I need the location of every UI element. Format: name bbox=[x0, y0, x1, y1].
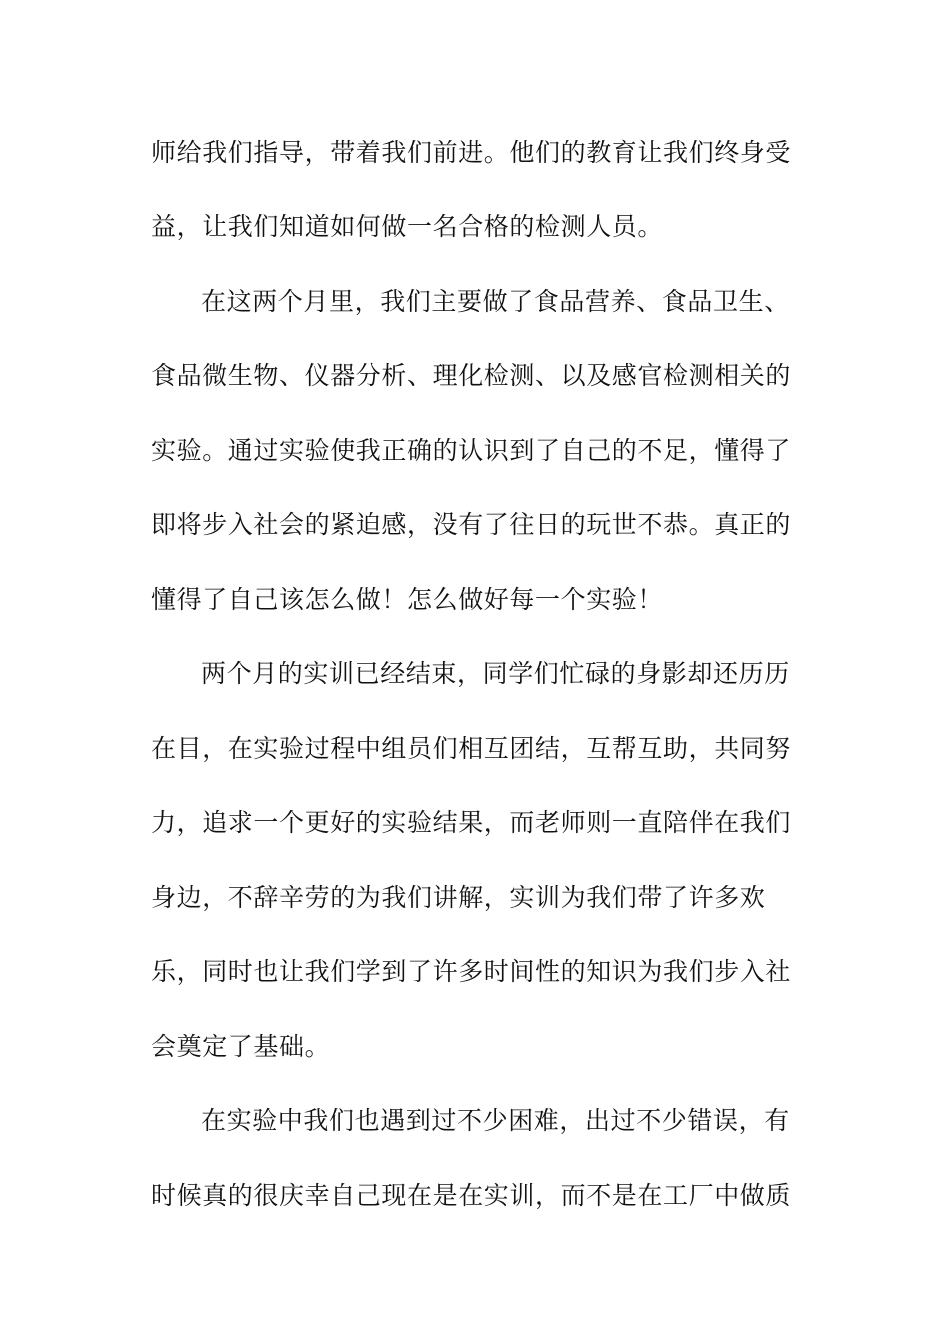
paragraph-start-line: 两个月的实训已经结束，同学们忙碌的身影却还历历 bbox=[201, 659, 790, 688]
paragraph-start-line: 在这两个月里，我们主要做了食品营养、食品卫生、 bbox=[201, 287, 790, 316]
text-line: 食品微生物、仪器分析、理化检测、以及感官检测相关的 bbox=[151, 361, 792, 390]
text-line: 乐，同时也让我们学到了许多时间性的知识为我们步入社 bbox=[151, 957, 792, 986]
text-line: 在目，在实验过程中组员们相互团结，互帮互助，共同努 bbox=[151, 734, 792, 763]
text-line: 懂得了自己该怎么做！怎么做好每一个实验！ bbox=[151, 585, 664, 614]
text-line: 实验。通过实验使我正确的认识到了自己的不足，懂得了 bbox=[151, 436, 792, 465]
text-line: 即将步入社会的紧迫感，没有了往日的玩世不恭。真正的 bbox=[151, 510, 792, 539]
text-line: 会奠定了基础。 bbox=[151, 1032, 331, 1061]
text-line: 身边，不辞辛劳的为我们讲解，实训为我们带了许多欢 bbox=[151, 883, 766, 912]
text-line: 时候真的很庆幸自己现在是在实训，而不是在工厂中做质 bbox=[151, 1181, 792, 1210]
text-line: 师给我们指导，带着我们前进。他们的教育让我们终身受 bbox=[151, 138, 792, 167]
text-line: 力，追求一个更好的实验结果，而老师则一直陪伴在我们 bbox=[151, 808, 792, 837]
text-line: 益，让我们知道如何做一名合格的检测人员。 bbox=[151, 212, 664, 241]
paragraph-start-line: 在实验中我们也遇到过不少困难，出过不少错误，有 bbox=[201, 1106, 790, 1135]
